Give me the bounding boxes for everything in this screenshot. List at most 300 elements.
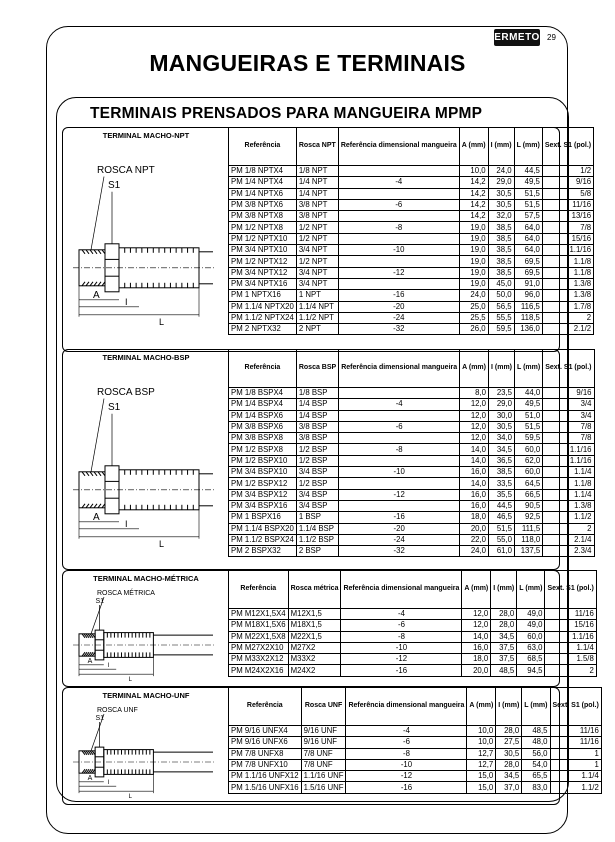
table-cell: 28,0 [491, 620, 517, 631]
table-cell: 1/2 [542, 166, 593, 177]
table-cell: 44,5 [514, 166, 542, 177]
table-cell: 3/4 [543, 399, 594, 410]
table-cell: 96,0 [514, 290, 542, 301]
table-cell: 13/16 [542, 211, 593, 222]
table-cell: 15,0 [467, 782, 496, 793]
table-cell: 60,0 [515, 444, 543, 455]
table-cell: 1.1/2 BSP [296, 534, 338, 545]
table-cell: -12 [341, 654, 462, 665]
table-cell: 56,0 [522, 748, 550, 759]
table-cell: 59,5 [515, 433, 543, 444]
table-cell: 11/16 [542, 199, 593, 210]
table-row [229, 642, 597, 653]
table-cell: 10,0 [467, 726, 496, 737]
section-label: TERMINAL MACHO-MÉTRICA [93, 574, 199, 583]
table-cell: 36,5 [489, 455, 515, 466]
table-cell: PM 3/8 NPTX8 [229, 211, 297, 222]
table-cell [338, 188, 459, 199]
table-cell [338, 211, 459, 222]
table-cell: 14,2 [459, 199, 488, 210]
table-cell: PM 2 BSPX32 [229, 546, 297, 557]
table-cell: 3/8 BSP [296, 433, 338, 444]
column-header: Sext. S1 (pol.) [550, 688, 601, 726]
table-cell: 69,5 [514, 267, 542, 278]
table-row [229, 665, 597, 676]
table-cell: 2.1/2 [542, 324, 593, 335]
dimension-l-label: L [128, 794, 132, 801]
table-cell: 25,0 [459, 301, 488, 312]
table-cell: -6 [339, 421, 460, 432]
table-cell: -4 [339, 399, 460, 410]
table-cell: M18X1,5 [288, 620, 341, 631]
table-cell: 34,5 [491, 631, 517, 642]
table-cell: 1 [550, 748, 601, 759]
table-row [229, 771, 602, 782]
table-row [229, 312, 594, 323]
column-header: L (mm) [515, 350, 543, 388]
table-cell: -12 [338, 267, 459, 278]
dimension-a-label: A [87, 657, 93, 665]
table-cell: PM 9/16 UNFX6 [229, 737, 302, 748]
table-row [229, 177, 594, 188]
specs-table [228, 127, 594, 335]
table-cell: 14,0 [460, 444, 489, 455]
column-header: Referência dimensional mangueira [339, 350, 460, 388]
thread-label: ROSCA UNF [97, 707, 138, 714]
column-header: Referência dimensional mangueira [341, 571, 462, 609]
table-header-row [229, 571, 597, 609]
column-header: A (mm) [467, 688, 496, 726]
table-cell: 64,0 [514, 233, 542, 244]
table-cell: 9/16 [543, 388, 594, 399]
section-label: TERMINAL MACHO-NPT [102, 131, 190, 140]
table-header-row [229, 128, 594, 166]
table-cell [339, 388, 460, 399]
table-cell: 3/4 NPT [296, 267, 338, 278]
table-cell: PM 1/2 BSPX10 [229, 455, 297, 466]
table-cell: PM 3/4 NPTX10 [229, 245, 297, 256]
table-cell: M12X1,5 [288, 609, 341, 620]
table-cell [339, 500, 460, 511]
table-cell: 35,5 [489, 489, 515, 500]
table-cell: 48,5 [491, 665, 517, 676]
terminal-section [62, 687, 599, 805]
dimension-l-label: L [128, 677, 132, 684]
table-cell: 37,5 [491, 642, 517, 653]
table-cell: 12,0 [462, 609, 491, 620]
table-cell: 55,5 [488, 312, 514, 323]
table-cell: -10 [341, 642, 462, 653]
table-cell: 3/4 BSP [296, 467, 338, 478]
table-cell: PM 7/8 UNFX8 [229, 748, 302, 759]
table-row [229, 399, 595, 410]
table-cell [339, 410, 460, 421]
table-header-row [229, 688, 602, 726]
table-cell: M22X1,5 [288, 631, 341, 642]
table-cell: 34,5 [496, 771, 522, 782]
table-row [229, 388, 595, 399]
table-cell: 19,0 [459, 233, 488, 244]
table-cell: 2.1/4 [543, 534, 594, 545]
table-row [229, 433, 595, 444]
table-cell: -16 [341, 665, 462, 676]
table-cell: 137,5 [515, 546, 543, 557]
table-cell: PM 1 NPTX16 [229, 290, 297, 301]
column-header: Rosca UNF [301, 688, 346, 726]
table-cell: 16,0 [460, 489, 489, 500]
table-cell: PM 1/2 NPTX8 [229, 222, 297, 233]
table-cell: 1.1/8 [542, 267, 593, 278]
table-cell: 1.3/8 [542, 278, 593, 289]
table-cell: 50,0 [488, 290, 514, 301]
table-cell: 38,5 [488, 222, 514, 233]
table-cell: 19,0 [459, 278, 488, 289]
table-cell: 1.1/8 [542, 256, 593, 267]
table-cell [338, 233, 459, 244]
table-cell: 14,0 [460, 478, 489, 489]
dimension-i-label: I [125, 296, 128, 307]
table-cell: 12,0 [462, 620, 491, 631]
table-cell: 83,0 [522, 782, 550, 793]
table-cell: PM 1.1/2 NPTX24 [229, 312, 297, 323]
table-cell: 2.3/4 [543, 546, 594, 557]
table-cell: -8 [346, 748, 467, 759]
table-cell [339, 478, 460, 489]
section-label: TERMINAL MACHO-UNF [102, 691, 190, 700]
thread-label: ROSCA MÉTRICA [97, 590, 155, 597]
specs-table [228, 687, 602, 794]
table-cell: 3/4 BSP [296, 500, 338, 511]
table-cell: 3/8 NPT [296, 211, 338, 222]
table-cell: 1/2 BSP [296, 455, 338, 466]
table-cell: -12 [339, 489, 460, 500]
column-header: I (mm) [496, 688, 522, 726]
table-cell: 45,0 [488, 278, 514, 289]
table-cell: 16,0 [462, 642, 491, 653]
fitting-drawing [69, 700, 219, 800]
table-cell: PM 3/8 BSPX6 [229, 421, 297, 432]
table-cell: 1/8 BSP [296, 388, 338, 399]
fitting-drawing [69, 150, 219, 340]
table-cell: 1/4 BSP [296, 410, 338, 421]
fitting-drawing [69, 372, 219, 562]
table-row [229, 478, 595, 489]
page-number: 29 [547, 33, 556, 42]
table-cell: 9/16 UNF [301, 737, 346, 748]
table-cell: 2 BSP [296, 546, 338, 557]
thread-label: ROSCA BSP [97, 386, 155, 398]
table-cell: PM M22X1,5X8 [229, 631, 289, 642]
table-cell: 51,5 [514, 188, 542, 199]
s1-label: S1 [95, 598, 105, 605]
table-cell: 49,0 [517, 620, 545, 631]
table-cell: 29,0 [489, 399, 515, 410]
dimension-i-label: I [125, 518, 128, 529]
table-cell: 7/8 [542, 222, 593, 233]
table-cell: -10 [338, 245, 459, 256]
table-cell: 1.1/2 [550, 782, 601, 793]
table-cell: 1/2 BSP [296, 478, 338, 489]
table-cell: PM 1/2 NPTX12 [229, 256, 297, 267]
table-cell: 48,0 [522, 737, 550, 748]
table-cell: 12,7 [467, 759, 496, 770]
table-cell: 32,0 [488, 211, 514, 222]
table-cell: PM 1 BSPX16 [229, 512, 297, 523]
table-cell: 44,0 [515, 388, 543, 399]
table-cell: 44,5 [489, 500, 515, 511]
table-row [229, 188, 594, 199]
table-cell: 2 [545, 665, 596, 676]
dimension-a-label: A [93, 511, 100, 523]
table-cell: 14,2 [459, 211, 488, 222]
table-cell: PM 3/8 BSPX8 [229, 433, 297, 444]
table-cell: 12,0 [460, 421, 489, 432]
table-row [229, 455, 595, 466]
table-cell: 34,0 [489, 433, 515, 444]
table-cell: 29,0 [488, 177, 514, 188]
table-row [229, 410, 595, 421]
s1-label: S1 [108, 180, 121, 191]
table-cell: 8,0 [460, 388, 489, 399]
table-cell: PM 3/4 BSPX16 [229, 500, 297, 511]
column-header: I (mm) [489, 350, 515, 388]
table-cell: 1.1/16 [545, 631, 596, 642]
table-row [229, 421, 595, 432]
column-header: Referência [229, 571, 289, 609]
table-cell: -12 [346, 771, 467, 782]
table-cell: -4 [338, 177, 459, 188]
table-cell: PM 1/8 BSPX4 [229, 388, 297, 399]
table-cell: 65,5 [522, 771, 550, 782]
table-cell: 9/16 [542, 177, 593, 188]
table-cell: 56,5 [488, 301, 514, 312]
column-header: A (mm) [460, 350, 489, 388]
table-row [229, 609, 597, 620]
table-cell: 7/8 [543, 433, 594, 444]
table-cell: PM 1/8 NPTX4 [229, 166, 297, 177]
table-cell: M33X2 [288, 654, 341, 665]
column-header: Rosca BSP [296, 350, 338, 388]
table-cell: -10 [346, 759, 467, 770]
table-cell: 60,0 [517, 631, 545, 642]
column-header: A (mm) [459, 128, 488, 166]
table-row [229, 211, 594, 222]
table-cell: 111,5 [515, 523, 543, 534]
table-cell: PM 1/2 BSPX8 [229, 444, 297, 455]
table-cell: PM 3/4 NPTX12 [229, 267, 297, 278]
table-cell: 20,0 [462, 665, 491, 676]
column-header: Referência dimensional mangueira [338, 128, 459, 166]
table-cell: 51,5 [515, 421, 543, 432]
section-label: TERMINAL MACHO-BSP [102, 353, 190, 362]
table-cell: 118,0 [515, 534, 543, 545]
table-row [229, 290, 594, 301]
table-row [229, 737, 602, 748]
table-cell: PM M18X1,5X6 [229, 620, 289, 631]
table-cell: 3/4 NPT [296, 278, 338, 289]
table-cell: -8 [339, 444, 460, 455]
table-row [229, 512, 595, 523]
table-row [229, 726, 602, 737]
table-cell: 33,5 [489, 478, 515, 489]
table-cell: 1/4 NPT [296, 177, 338, 188]
table-cell: 61,0 [489, 546, 515, 557]
table-cell: 1 BSP [296, 512, 338, 523]
table-row [229, 199, 594, 210]
fitting-drawing [69, 583, 219, 683]
table-row [229, 256, 594, 267]
section-title: TERMINAIS PRENSADOS PARA MANGUEIRA MPMP [90, 105, 483, 122]
table-cell: 7/8 [543, 421, 594, 432]
thread-label: ROSCA NPT [97, 164, 155, 176]
table-row [229, 654, 597, 665]
page-title: MANGUEIRAS E TERMINAIS [149, 50, 466, 76]
table-cell: -16 [338, 290, 459, 301]
table-cell: 11/16 [550, 726, 601, 737]
table-cell: -32 [339, 546, 460, 557]
table-cell: 16,0 [460, 500, 489, 511]
table-cell: 48,5 [522, 726, 550, 737]
table-row [229, 166, 594, 177]
table-cell: 64,5 [515, 478, 543, 489]
table-cell [339, 455, 460, 466]
table-cell: 3/8 BSP [296, 421, 338, 432]
column-header: Sext. S1 (pol.) [542, 128, 593, 166]
column-header: I (mm) [491, 571, 517, 609]
table-cell: 1.7/8 [542, 301, 593, 312]
table-row [229, 245, 594, 256]
table-cell: 38,5 [489, 467, 515, 478]
table-cell: PM 1.5/16 UNFX16 [229, 782, 302, 793]
dimension-l-label: L [159, 538, 165, 549]
table-cell: 20,0 [460, 523, 489, 534]
dimension-a-label: A [87, 774, 93, 782]
table-cell: -4 [346, 726, 467, 737]
table-cell: 2 [543, 523, 594, 534]
table-cell: 14,2 [459, 177, 488, 188]
table-cell: 1/4 BSP [296, 399, 338, 410]
table-cell: -32 [338, 324, 459, 335]
table-cell: -10 [339, 467, 460, 478]
table-cell [338, 256, 459, 267]
table-cell: 30,5 [488, 188, 514, 199]
table-row [229, 631, 597, 642]
table-cell: 27,5 [496, 737, 522, 748]
table-cell: PM 1/4 NPTX6 [229, 188, 297, 199]
table-cell: M24X2 [288, 665, 341, 676]
table-cell: PM 7/8 UNFX10 [229, 759, 302, 770]
table-cell: 1.3/8 [542, 290, 593, 301]
table-cell: 57,5 [514, 211, 542, 222]
table-cell: 51,0 [515, 410, 543, 421]
table-cell: 25,5 [459, 312, 488, 323]
table-cell: 1.1/4 BSP [296, 523, 338, 534]
table-cell: PM 3/4 BSPX10 [229, 467, 297, 478]
table-row [229, 324, 594, 335]
table-row [229, 534, 595, 545]
table-cell: 15/16 [545, 620, 596, 631]
table-cell: -16 [339, 512, 460, 523]
table-cell: 30,5 [496, 748, 522, 759]
table-cell: 54,0 [522, 759, 550, 770]
table-cell: 11/16 [550, 737, 601, 748]
table-cell: 16,0 [460, 467, 489, 478]
table-cell: -6 [346, 737, 467, 748]
table-cell: 30,0 [489, 410, 515, 421]
table-cell: PM 1/2 NPTX10 [229, 233, 297, 244]
table-cell: 38,5 [488, 245, 514, 256]
table-cell: 24,0 [459, 290, 488, 301]
table-cell: 7/8 UNF [301, 759, 346, 770]
table-cell: 15/16 [542, 233, 593, 244]
table-cell: 9/16 UNF [301, 726, 346, 737]
table-cell: 11/16 [545, 609, 596, 620]
table-cell: -8 [341, 631, 462, 642]
table-cell: 12,7 [467, 748, 496, 759]
table-cell: 2 NPT [296, 324, 338, 335]
specs-table [228, 570, 597, 677]
table-cell: PM 9/16 UNFX4 [229, 726, 302, 737]
table-row [229, 546, 595, 557]
table-cell: 1.1/8 [543, 478, 594, 489]
terminal-section [62, 127, 592, 352]
column-header: A (mm) [462, 571, 491, 609]
table-cell: 1.1/4 [550, 771, 601, 782]
table-cell: 1.1/16 [543, 455, 594, 466]
table-cell: M27X2 [288, 642, 341, 653]
table-cell [338, 166, 459, 177]
table-cell: PM 1.1/2 BSPX24 [229, 534, 297, 545]
table-cell: 3/4 NPT [296, 245, 338, 256]
table-cell: 63,0 [517, 642, 545, 653]
table-cell: PM 3/8 NPTX6 [229, 199, 297, 210]
table-cell: 24,0 [460, 546, 489, 557]
column-header: Referência dimensional mangueira [346, 688, 467, 726]
table-cell: 59,5 [488, 324, 514, 335]
table-header-row [229, 350, 595, 388]
table-cell: 1/2 NPT [296, 233, 338, 244]
table-cell: 18,0 [460, 512, 489, 523]
column-header: Referência [229, 350, 297, 388]
table-cell: 24,0 [488, 166, 514, 177]
table-cell: 1.1/4 NPT [296, 301, 338, 312]
table-cell: 1/8 NPT [296, 166, 338, 177]
column-header: Referência [229, 128, 297, 166]
table-row [229, 222, 594, 233]
table-cell: -8 [338, 222, 459, 233]
table-cell: -6 [338, 199, 459, 210]
table-cell: -20 [338, 301, 459, 312]
table-row [229, 278, 594, 289]
table-cell: 51,5 [489, 523, 515, 534]
table-cell: 37,5 [491, 654, 517, 665]
column-header: L (mm) [522, 688, 550, 726]
table-cell: 92,5 [515, 512, 543, 523]
table-cell: 1/2 NPT [296, 222, 338, 233]
table-cell: 1.1/4 [543, 467, 594, 478]
s1-label: S1 [108, 402, 121, 413]
table-cell: 49,5 [515, 399, 543, 410]
table-cell: 1.1/16 [542, 245, 593, 256]
table-cell: 3/8 NPT [296, 199, 338, 210]
table-cell: PM M27X2X10 [229, 642, 289, 653]
column-header: Rosca NPT [296, 128, 338, 166]
table-cell: 18,0 [462, 654, 491, 665]
table-cell: 49,0 [517, 609, 545, 620]
table-cell: -6 [341, 620, 462, 631]
table-row [229, 301, 594, 312]
table-cell: 10,0 [467, 737, 496, 748]
